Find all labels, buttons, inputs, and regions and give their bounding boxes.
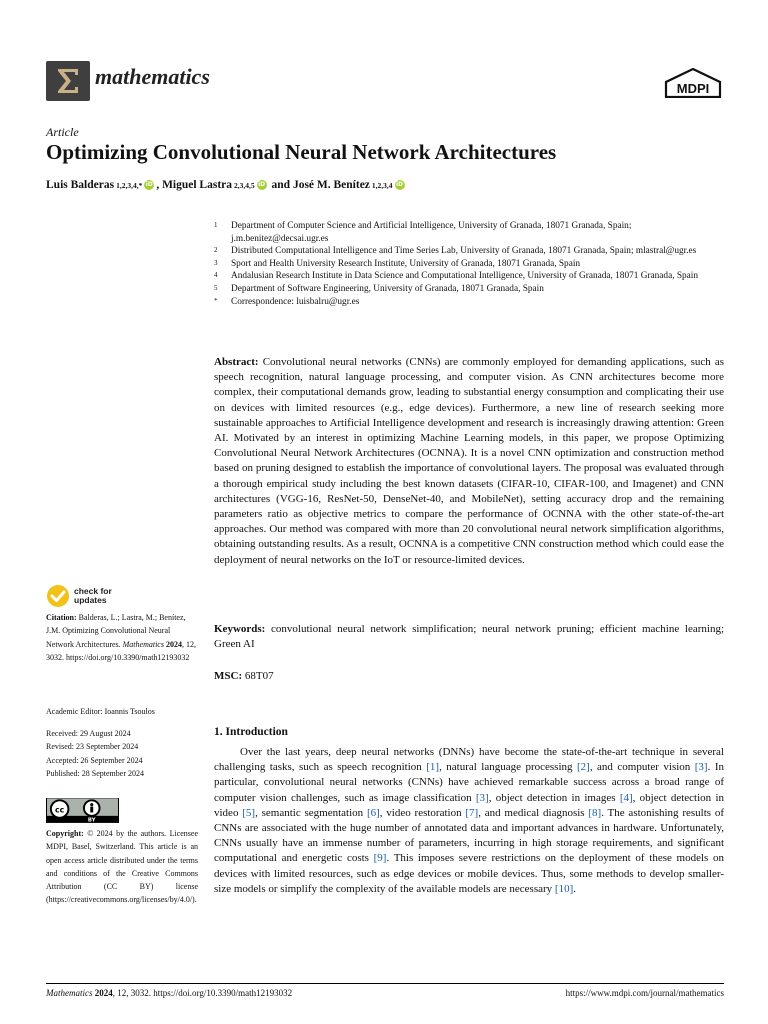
keywords <box>214 622 724 652</box>
date-accepted: Accepted: 26 September 2024 <box>46 755 143 765</box>
mdpi-logo <box>664 68 722 103</box>
keywords-label: Keywords: <box>214 623 266 635</box>
affiliations <box>214 220 724 308</box>
author-affil-sup: 1,2,3,4 <box>371 180 393 190</box>
publication-dates <box>46 727 198 780</box>
abstract-text: Convolutional neural networks (CNNs) are commonly employed for demanding applications, such as speech recognition, natural language processing, and computer vision. As CNN architectures become more complex, their computational demands grow, leading to substantial energy consumption and complicating their use on devices with limited resources (e.g., edge devices). Furthermore, a new line of research seeking more sustainable approaches to Artificial Intelligence development and research is increasingly drawing attention: Green AI. Motivated by an interest in optimizing Machine Learning models, in this paper, we propose Optimizing Convolutional Neural Network Architectures (OCNNA). It is a novel CNN optimization and construction method based on pruning designed to establish the importance of convolutional layers. The proposal was evaluated through a thorough empirical study including the best known datasets (CIFAR-10, CIFAR-100, and Imagenet) and CNN architectures (VGG-16, ResNet-50, DenseNet-40, and MobileNet), setting accuracy drop and the remaining parameters ratio as objective metrics to compare the performance of OCNNA with the other state-of-the-art approaches. Our method was compared with more than 20 convolutional neural network simplification algorithms, obtaining outstanding results. As a result, OCNNA is a competitive CNN construction method which could ease the deployment of neural networks on the IoT or resource-limited devices. <box>214 356 725 566</box>
citation-link[interactable]: [8] <box>588 806 602 819</box>
citation-link[interactable]: [4] <box>619 791 633 804</box>
citation-label: Citation: <box>46 613 77 622</box>
msc-text: 68T07 <box>244 670 274 682</box>
section-heading: 1. Introduction <box>214 726 288 738</box>
abstract <box>214 355 724 568</box>
page-title: Optimizing Convolutional Neural Network Architectures <box>46 140 557 164</box>
affiliation-item: 3 Sport and Health University Research Institute, University of Granada, 18071 Granada, Spain <box>214 258 581 269</box>
date-published: Published: 28 September 2024 <box>46 768 144 778</box>
citation-link[interactable]: [7] <box>465 806 479 819</box>
check-updates-icon <box>46 584 70 608</box>
citation-block: Citation: Balderas, L.; Lastra, M.; Benítez, J.M. Optimizing Convolutional Neural Network Architectures. Mathematics 2024, 12, 3032. https://doi.org/10.3390/math12193032 <box>46 613 196 662</box>
copyright-block: Copyright: © 2024 by the authors. Licensee MDPI, Basel, Switzerland. This article is an open access article distributed under the terms and conditions of the Creative Commons Attribution (CC BY) license (https://creativecommons.org/licenses/by/4.0/). <box>46 829 199 905</box>
author-name: Miguel Lastra <box>162 179 233 191</box>
orcid-icon[interactable]: iD <box>145 181 153 188</box>
affiliation-item: 5 Department of Software Engineering, University of Granada, 18071 Granada, Spain <box>214 283 544 294</box>
citation-link[interactable]: [3] <box>694 761 708 774</box>
citation-link[interactable]: [6] <box>366 806 380 819</box>
sigma-icon <box>53 66 83 96</box>
mdpi-logo-text: MDPI <box>676 81 710 96</box>
orcid-icon[interactable]: iD <box>396 181 404 188</box>
article-type: Article <box>46 125 79 139</box>
citation-link[interactable]: [5] <box>242 806 256 819</box>
check-for-updates-button[interactable]: check for updates <box>46 584 112 608</box>
citation-link[interactable]: [2] <box>576 761 590 774</box>
journal-name: mathematics <box>95 64 210 89</box>
author-list <box>46 179 407 191</box>
academic-editor: Academic Editor: Ioannis Tsoulos <box>46 707 155 716</box>
footer-divider <box>46 983 724 984</box>
cc-by-license-badge[interactable] <box>46 798 119 823</box>
citation-link[interactable]: [1] <box>426 761 440 774</box>
footer-citation: Mathematics 2024, 12, 3032. https://doi.org/10.3390/math12193032 <box>46 988 293 998</box>
citation-link[interactable]: [3] <box>475 791 489 804</box>
author-affil-sup: 2,3,4,5 <box>234 180 255 190</box>
date-received: Received: 29 August 2024 <box>46 729 131 738</box>
author-connector: and <box>268 179 293 191</box>
author-name: José M. Benítez <box>292 179 370 191</box>
date-revised: Revised: 23 September 2024 <box>46 742 139 752</box>
orcid-icon[interactable]: iD <box>258 181 266 188</box>
affiliation-item: 2 Distributed Computational Intelligence and Time Series Lab, University of Granada, 18071 Granada, Spain; mlastral@ugr.es <box>214 246 697 257</box>
affiliation-item: 1 Department of Computer Science and Artificial Intelligence, University of Granada, 18071 Granada, Spain; j.m.benitez@decsai.ugr.es <box>214 221 632 244</box>
journal-logo <box>46 61 90 101</box>
author-name: Luis Balderas <box>46 179 115 191</box>
msc-label: MSC: <box>214 670 243 682</box>
abstract-label: Abstract: <box>214 356 259 368</box>
affiliation-item: * Correspondence: luisbalru@ugr.es <box>214 296 360 307</box>
cc-by-label: BY <box>87 817 96 823</box>
keywords-text: convolutional neural network simplification; neural network pruning; efficient machine learning; Green AI <box>214 623 725 651</box>
intro-paragraph: Over the last years, deep neural networks (DNNs) have become the state-of-the-art technique in several challenging tasks, such as speech recognition [1], natural language processing [2], and computer vision [3]. In particular, convolutional neural networks (CNNs) have achieved remarkable success across a broad range of computer vision challenges, such as image classification [3], object detection in images [4], object detection in video [5], semantic segmentation [6], video restoration [7], and medical diagnosis [8]. The astonishing results of CNNs are associated with the huge number of annotated data and important advances in hardware. Unfortunately, CNNs usually have an immense number of parameters, incurring in high storage requirements, and significant computational and energetic costs [9]. This imposes severe restrictions on the deployment of these models on devices with limited resources, such as edge devices or mobile devices. Thus, some methods to develop smaller-size models or simplify the complexity of the available models are necessary [10]. <box>214 746 725 895</box>
author-connector: , <box>156 179 163 191</box>
citation-link[interactable]: [10] <box>554 882 574 895</box>
msc <box>214 669 724 684</box>
author-affil-sup: 1,2,3,4,* <box>116 180 143 190</box>
citation-link[interactable]: [9] <box>373 852 387 865</box>
svg-text:cc: cc <box>55 805 65 815</box>
affiliation-item: 4 Andalusian Research Institute in Data Science and Computational Intelligence, University of Granada, 18071 Granada, Spain <box>214 271 699 282</box>
footer-journal-url[interactable]: https://www.mdpi.com/journal/mathematics <box>565 988 724 998</box>
copyright-label: Copyright: <box>46 829 84 838</box>
